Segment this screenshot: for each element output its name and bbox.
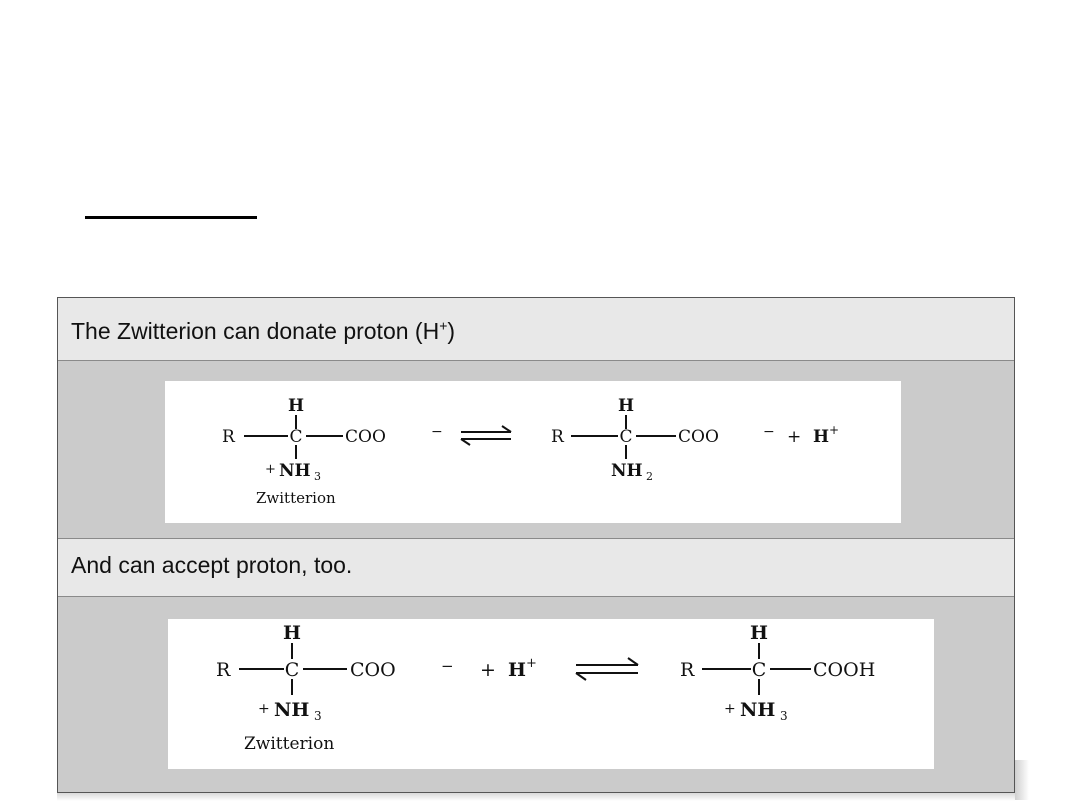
eq1-left-minus: − [431, 424, 443, 440]
row-accept-heading [58, 538, 1014, 596]
eq2-left-c: C [284, 659, 300, 681]
eq2-right-r: R [680, 659, 695, 681]
accept-equation-panel [168, 619, 934, 769]
eq1-right-h: H [617, 396, 635, 416]
eq2-left-sub: 3 [314, 709, 322, 723]
eq2-left-h: H [283, 622, 301, 644]
eq2-right-plus: + [724, 701, 736, 717]
donate-equation-panel [165, 381, 901, 523]
eq2-left-hplus-sup: + [526, 656, 537, 671]
eq1-right-hplus-sup: + [829, 423, 840, 437]
eq2-left-r: R [216, 659, 231, 681]
eq2-right-cooh: COOH [813, 659, 876, 681]
eq1-right-hplus: H [813, 427, 830, 447]
eq1-right-plus-op: + [787, 427, 802, 447]
eq1-right-coo: COO [678, 427, 719, 447]
row-accept-figure [58, 596, 1014, 792]
row-donate-figure [58, 360, 1014, 538]
eq1-left-label: Zwitterion [256, 489, 336, 507]
zwitterion-table [57, 297, 1015, 793]
eq2-left-hplus: H [508, 659, 526, 681]
eq2-right-c: C [751, 659, 767, 681]
eq1-left-r: R [222, 427, 235, 447]
eq1-left-coo: COO [345, 427, 386, 447]
table-shadow [57, 793, 1015, 801]
eq2-right-h: H [750, 622, 768, 644]
eq2-left-minus: − [441, 657, 454, 675]
title-underline [85, 216, 257, 219]
donate-heading [71, 318, 455, 345]
eq2-right-sub: 3 [780, 709, 788, 723]
eq2-left-label: Zwitterion [244, 734, 335, 754]
donate-close: ) [447, 318, 456, 344]
eq2-left-plus: + [258, 701, 270, 717]
eq2-left-plus-op: + [480, 659, 496, 681]
eq1-right-nh: NH [611, 461, 643, 481]
eq1-right-sub: 2 [646, 470, 653, 483]
donate-text: The Zwitterion can donate proton (H [71, 318, 440, 344]
eq2-right-nh: NH [740, 699, 776, 721]
eq1-left-h: H [287, 396, 305, 416]
eq1-left-plus: + [265, 462, 276, 477]
eq2-left-coo: COO [350, 659, 396, 681]
accept-equation [168, 619, 934, 769]
eq1-right-c: C [619, 427, 633, 447]
eq1-left-sub: 3 [314, 470, 321, 483]
row-donate-heading [58, 298, 1014, 360]
eq1-right-minus: − [763, 424, 775, 440]
table-shadow-right [1015, 760, 1029, 800]
eq2-left-nh: NH [274, 699, 310, 721]
eq1-left-c: C [289, 427, 303, 447]
donate-equation [165, 381, 901, 523]
eq1-right-r: R [551, 427, 564, 447]
donate-sup: + [439, 317, 448, 334]
eq1-left-nh: NH [279, 461, 311, 481]
accept-heading: And can accept proton, too. [71, 552, 353, 578]
